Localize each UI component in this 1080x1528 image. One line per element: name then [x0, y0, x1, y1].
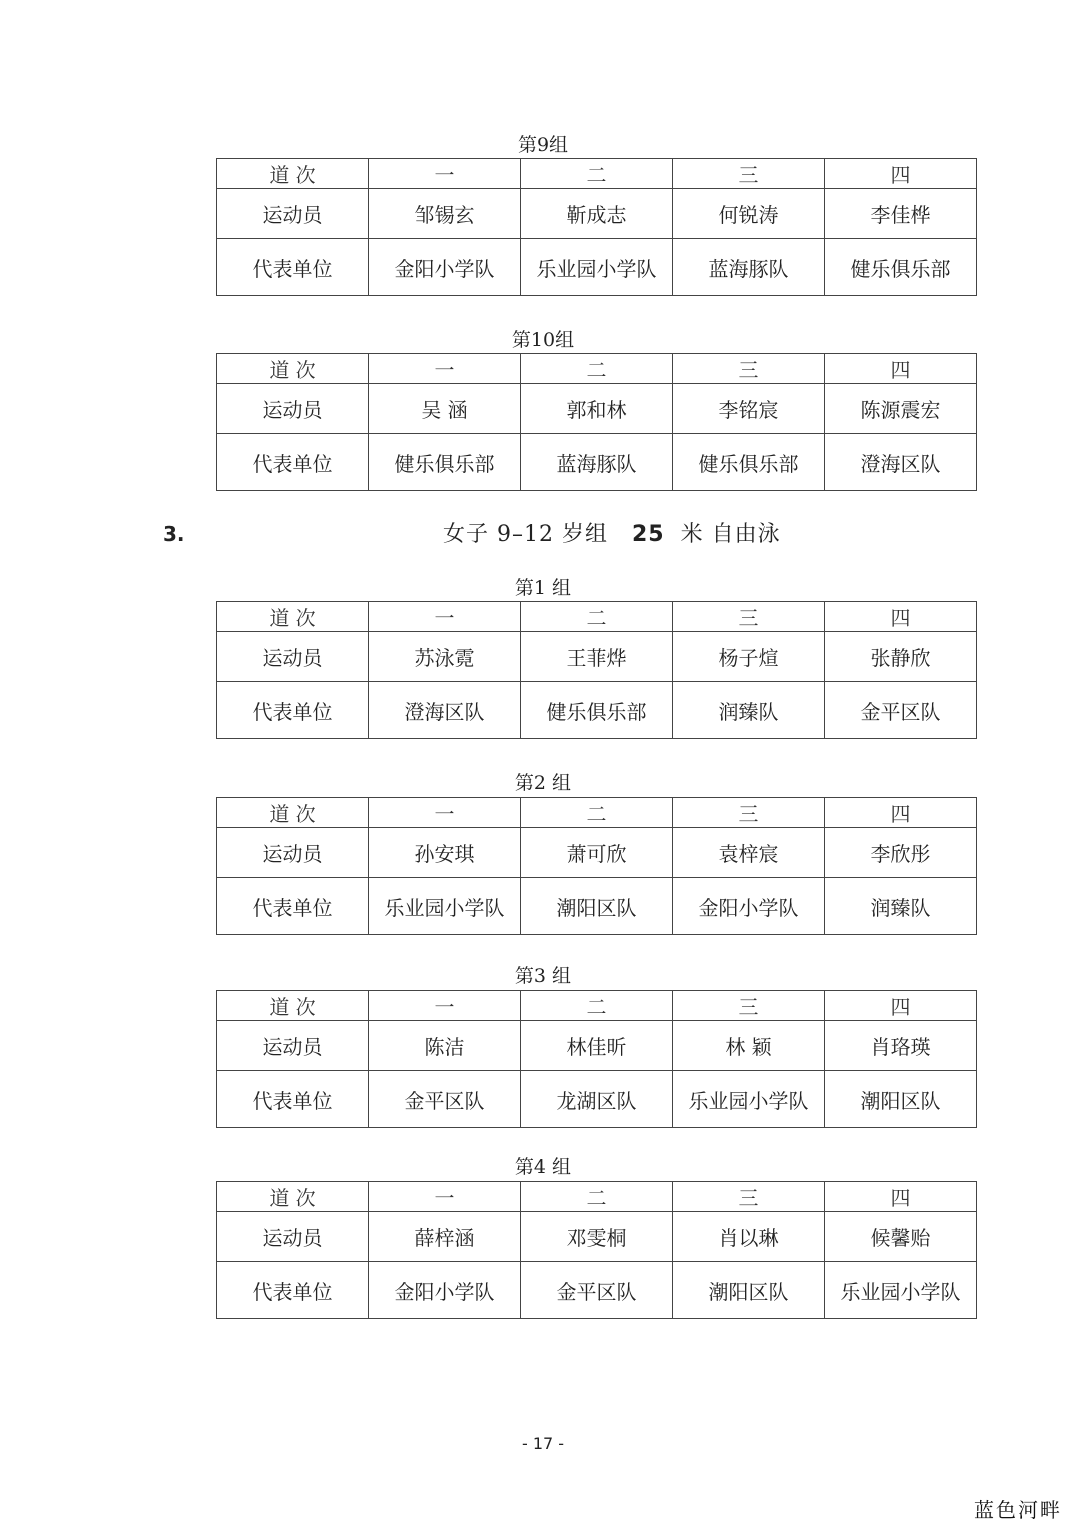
team-cell: 金平区队	[825, 682, 977, 739]
swimmer-row-label: 运动员	[217, 1212, 369, 1262]
lane-header-2: 二	[521, 354, 673, 384]
section-title	[443, 517, 781, 548]
swimmer-cell: 肖以琳	[673, 1212, 825, 1262]
lane-header-4: 四	[825, 798, 977, 828]
heat-table	[216, 353, 977, 491]
swimmer-cell: 陈洁	[369, 1021, 521, 1071]
swimmer-cell: 萧可欣	[521, 828, 673, 878]
team-cell: 健乐俱乐部	[673, 434, 825, 491]
team-cell: 蓝海豚队	[673, 239, 825, 296]
lane-header-1: 一	[369, 354, 521, 384]
section-number: 3.	[163, 522, 185, 546]
lane-header-4: 四	[825, 159, 977, 189]
team-cell: 润臻队	[825, 878, 977, 935]
swimmer-cell: 张静欣	[825, 632, 977, 682]
heat-table	[216, 601, 977, 739]
team-cell: 潮阳区队	[825, 1071, 977, 1128]
team-cell: 健乐俱乐部	[825, 239, 977, 296]
swimmer-cell: 候馨贻	[825, 1212, 977, 1262]
swimmer-cell: 林佳昕	[521, 1021, 673, 1071]
swimmer-cell: 苏泳霓	[369, 632, 521, 682]
swimmer-cell: 陈源震宏	[825, 384, 977, 434]
heat-table	[216, 1181, 977, 1319]
swimmer-cell: 薛梓涵	[369, 1212, 521, 1262]
swimmer-cell: 王菲烨	[521, 632, 673, 682]
team-cell: 澄海区队	[369, 682, 521, 739]
heat-title: 第10组	[511, 329, 575, 351]
swimmer-cell: 李铭宸	[673, 384, 825, 434]
lane-header-3: 三	[673, 159, 825, 189]
lane-header-4: 四	[825, 991, 977, 1021]
team-cell: 乐业园小学队	[369, 878, 521, 935]
swimmer-cell: 靳成志	[521, 189, 673, 239]
team-cell: 金平区队	[521, 1262, 673, 1319]
section-title-distance: 25	[631, 522, 665, 547]
lane-header-1: 一	[369, 159, 521, 189]
lane-header-3: 三	[673, 1182, 825, 1212]
lane-header-3: 三	[673, 991, 825, 1021]
swimmer-cell: 吴 涵	[369, 384, 521, 434]
lane-header-label: 道 次	[217, 159, 369, 189]
team-row-label: 代表单位	[217, 1262, 369, 1319]
lane-header-1: 一	[369, 798, 521, 828]
team-row-label: 代表单位	[217, 239, 369, 296]
lane-header-label: 道 次	[217, 354, 369, 384]
team-cell: 健乐俱乐部	[521, 682, 673, 739]
swimmer-cell: 邓雯桐	[521, 1212, 673, 1262]
team-cell: 乐业园小学队	[825, 1262, 977, 1319]
swimmer-cell: 李欣彤	[825, 828, 977, 878]
page-number: - 17 -	[521, 1434, 565, 1453]
heat-title: 第2 组	[514, 772, 572, 794]
section-title-prefix: 女子 9–12 岁组	[443, 522, 608, 547]
lane-header-2: 二	[521, 602, 673, 632]
heat-table	[216, 990, 977, 1128]
heat-title: 第1 组	[514, 577, 572, 599]
team-cell: 金阳小学队	[369, 239, 521, 296]
lane-header-3: 三	[673, 798, 825, 828]
team-cell: 乐业园小学队	[521, 239, 673, 296]
lane-header-4: 四	[825, 1182, 977, 1212]
lane-header-1: 一	[369, 991, 521, 1021]
team-row-label: 代表单位	[217, 682, 369, 739]
lane-header-2: 二	[521, 991, 673, 1021]
swimmer-row-label: 运动员	[217, 632, 369, 682]
swimmer-cell: 袁梓宸	[673, 828, 825, 878]
team-cell: 蓝海豚队	[521, 434, 673, 491]
lane-header-label: 道 次	[217, 798, 369, 828]
swimmer-row-label: 运动员	[217, 828, 369, 878]
swimmer-cell: 林 颖	[673, 1021, 825, 1071]
lane-header-2: 二	[521, 1182, 673, 1212]
lane-header-1: 一	[369, 1182, 521, 1212]
team-row-label: 代表单位	[217, 1071, 369, 1128]
team-cell: 乐业园小学队	[673, 1071, 825, 1128]
team-row-label: 代表单位	[217, 434, 369, 491]
swimmer-cell: 郭和林	[521, 384, 673, 434]
team-cell: 潮阳区队	[673, 1262, 825, 1319]
heat-title: 第4 组	[514, 1156, 572, 1178]
watermark: 蓝色河畔	[974, 1498, 1062, 1522]
lane-header-4: 四	[825, 602, 977, 632]
lane-header-3: 三	[673, 354, 825, 384]
team-cell: 润臻队	[673, 682, 825, 739]
team-cell: 金平区队	[369, 1071, 521, 1128]
lane-header-1: 一	[369, 602, 521, 632]
swimmer-row-label: 运动员	[217, 189, 369, 239]
team-cell: 潮阳区队	[521, 878, 673, 935]
section-title-suffix: 米 自由泳	[680, 522, 781, 547]
swimmer-row-label: 运动员	[217, 1021, 369, 1071]
team-cell: 金阳小学队	[673, 878, 825, 935]
swimmer-cell: 邹锡玄	[369, 189, 521, 239]
team-row-label: 代表单位	[217, 878, 369, 935]
lane-header-label: 道 次	[217, 991, 369, 1021]
swimmer-row-label: 运动员	[217, 384, 369, 434]
swimmer-cell: 孙安琪	[369, 828, 521, 878]
lane-header-label: 道 次	[217, 602, 369, 632]
swimmer-cell: 肖珞瑛	[825, 1021, 977, 1071]
lane-header-4: 四	[825, 354, 977, 384]
swimmer-cell: 李佳桦	[825, 189, 977, 239]
swimmer-cell: 何锐涛	[673, 189, 825, 239]
team-cell: 龙湖区队	[521, 1071, 673, 1128]
heat-title: 第3 组	[514, 965, 572, 987]
swimmer-cell: 杨子煊	[673, 632, 825, 682]
heat-title: 第9组	[517, 134, 569, 156]
heat-table	[216, 797, 977, 935]
lane-header-label: 道 次	[217, 1182, 369, 1212]
team-cell: 健乐俱乐部	[369, 434, 521, 491]
lane-header-3: 三	[673, 602, 825, 632]
lane-header-2: 二	[521, 798, 673, 828]
team-cell: 澄海区队	[825, 434, 977, 491]
heat-table	[216, 158, 977, 296]
lane-header-2: 二	[521, 159, 673, 189]
team-cell: 金阳小学队	[369, 1262, 521, 1319]
